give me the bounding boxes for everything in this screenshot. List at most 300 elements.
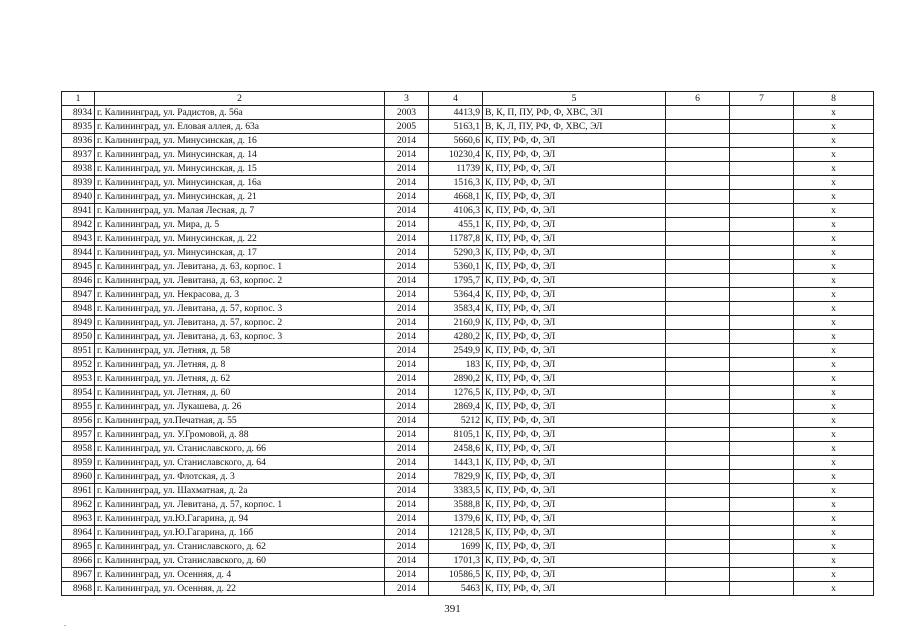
column-6-cell (666, 176, 730, 190)
row-number-cell: 8934 (62, 106, 95, 120)
column-6-cell (666, 232, 730, 246)
column-6-cell (666, 526, 730, 540)
column-7-cell (730, 232, 794, 246)
column-7-cell (730, 274, 794, 288)
equipment-cell: К, ПУ, РФ, Ф, ЭЛ (483, 218, 666, 232)
area-cell: 5212 (429, 414, 483, 428)
area-cell: 1379,6 (429, 512, 483, 526)
row-number-cell: 8955 (62, 400, 95, 414)
table-row (62, 372, 874, 386)
area-cell: 7829,9 (429, 470, 483, 484)
address-cell: г. Калининград, ул. Летняя, д. 60 (95, 386, 385, 400)
column-7-cell (730, 428, 794, 442)
column-8-cell: х (794, 274, 874, 288)
column-7-cell (730, 218, 794, 232)
column-6-cell (666, 274, 730, 288)
row-number-cell: 8942 (62, 218, 95, 232)
address-cell: г. Калининград, ул. Левитана, д. 57, корпос. 1 (95, 498, 385, 512)
year-cell: 2014 (385, 540, 429, 554)
column-8-cell: х (794, 176, 874, 190)
column-7-cell (730, 106, 794, 120)
column-8-cell: х (794, 344, 874, 358)
address-cell: г. Калининград, ул. Станиславского, д. 60 (95, 554, 385, 568)
year-cell: 2014 (385, 386, 429, 400)
column-7-cell (730, 246, 794, 260)
area-cell: 3383,5 (429, 484, 483, 498)
year-cell: 2014 (385, 526, 429, 540)
row-number-cell: 8950 (62, 330, 95, 344)
column-7-cell (730, 344, 794, 358)
area-cell: 2160,9 (429, 316, 483, 330)
column-8-cell: х (794, 456, 874, 470)
table-row (62, 106, 874, 120)
column-8-cell: х (794, 526, 874, 540)
column-6-cell (666, 554, 730, 568)
equipment-cell: К, ПУ, РФ, Ф, ЭЛ (483, 484, 666, 498)
year-cell: 2014 (385, 582, 429, 596)
year-cell: 2014 (385, 498, 429, 512)
address-cell: г. Калининград, ул. Минусинская, д. 21 (95, 190, 385, 204)
equipment-cell: К, ПУ, РФ, Ф, ЭЛ (483, 582, 666, 596)
area-cell: 1276,5 (429, 386, 483, 400)
column-7-cell (730, 512, 794, 526)
row-number-cell: 8939 (62, 176, 95, 190)
table-row (62, 484, 874, 498)
column-6-cell (666, 316, 730, 330)
equipment-cell: К, ПУ, РФ, Ф, ЭЛ (483, 568, 666, 582)
equipment-cell: К, ПУ, РФ, Ф, ЭЛ (483, 302, 666, 316)
column-8-cell: х (794, 484, 874, 498)
header-col-2: 2 (95, 92, 385, 106)
column-7-cell (730, 330, 794, 344)
table-row (62, 358, 874, 372)
table-body (62, 92, 874, 596)
column-7-cell (730, 442, 794, 456)
equipment-cell: В, К, П, ПУ, РФ, Ф, ХВС, ЭЛ (483, 106, 666, 120)
table-row (62, 246, 874, 260)
year-cell: 2014 (385, 400, 429, 414)
row-number-cell: 8964 (62, 526, 95, 540)
area-cell: 8105,1 (429, 428, 483, 442)
column-6-cell (666, 260, 730, 274)
column-8-cell: х (794, 400, 874, 414)
table-row (62, 260, 874, 274)
area-cell: 2458,6 (429, 442, 483, 456)
column-8-cell: х (794, 330, 874, 344)
column-6-cell (666, 540, 730, 554)
address-cell: г. Калининград, ул. Левитана, д. 63, корпос. 1 (95, 260, 385, 274)
address-cell: г. Калининград, ул. Левитана, д. 57, корпос. 2 (95, 316, 385, 330)
table-row (62, 302, 874, 316)
column-8-cell: х (794, 358, 874, 372)
equipment-cell: К, ПУ, РФ, Ф, ЭЛ (483, 554, 666, 568)
row-number-cell: 8963 (62, 512, 95, 526)
column-6-cell (666, 134, 730, 148)
address-cell: г. Калининград, ул. Малая Лесная, д. 7 (95, 204, 385, 218)
equipment-cell: К, ПУ, РФ, Ф, ЭЛ (483, 456, 666, 470)
table-row (62, 148, 874, 162)
area-cell: 5660,6 (429, 134, 483, 148)
row-number-cell: 8966 (62, 554, 95, 568)
table-row (62, 414, 874, 428)
column-7-cell (730, 162, 794, 176)
table-row (62, 386, 874, 400)
equipment-cell: К, ПУ, РФ, Ф, ЭЛ (483, 162, 666, 176)
column-7-cell (730, 554, 794, 568)
equipment-cell: К, ПУ, РФ, Ф, ЭЛ (483, 316, 666, 330)
address-cell: г. Калининград, ул. Мира, д. 5 (95, 218, 385, 232)
column-8-cell: х (794, 204, 874, 218)
table-row (62, 162, 874, 176)
table-row (62, 498, 874, 512)
address-cell: г. Калининград, ул. Минусинская, д. 16 (95, 134, 385, 148)
column-7-cell (730, 456, 794, 470)
header-col-8: 8 (794, 92, 874, 106)
row-number-cell: 8938 (62, 162, 95, 176)
column-8-cell: х (794, 386, 874, 400)
column-7-cell (730, 288, 794, 302)
equipment-cell: К, ПУ, РФ, Ф, ЭЛ (483, 330, 666, 344)
equipment-cell: К, ПУ, РФ, Ф, ЭЛ (483, 148, 666, 162)
column-7-cell (730, 372, 794, 386)
column-8-cell: х (794, 414, 874, 428)
address-cell: г. Калининград, ул. Левитана, д. 63, корпос. 2 (95, 274, 385, 288)
table-row (62, 526, 874, 540)
area-cell: 4280,2 (429, 330, 483, 344)
address-cell: г. Калининград, ул. Минусинская, д. 16а (95, 176, 385, 190)
equipment-cell: К, ПУ, РФ, Ф, ЭЛ (483, 134, 666, 148)
equipment-cell: К, ПУ, РФ, Ф, ЭЛ (483, 512, 666, 526)
column-6-cell (666, 302, 730, 316)
area-cell: 11787,8 (429, 232, 483, 246)
column-6-cell (666, 190, 730, 204)
table-row (62, 330, 874, 344)
address-cell: г. Калининград, ул. Левитана, д. 57, корпос. 3 (95, 302, 385, 316)
area-cell: 1795,7 (429, 274, 483, 288)
table-row (62, 400, 874, 414)
equipment-cell: К, ПУ, РФ, Ф, ЭЛ (483, 358, 666, 372)
column-6-cell (666, 498, 730, 512)
column-6-cell (666, 344, 730, 358)
year-cell: 2014 (385, 148, 429, 162)
column-6-cell (666, 358, 730, 372)
year-cell: 2014 (385, 330, 429, 344)
table-row (62, 554, 874, 568)
column-6-cell (666, 204, 730, 218)
area-cell: 4668,1 (429, 190, 483, 204)
table-row (62, 316, 874, 330)
column-7-cell (730, 176, 794, 190)
equipment-cell: К, ПУ, РФ, Ф, ЭЛ (483, 414, 666, 428)
column-6-cell (666, 148, 730, 162)
equipment-cell: К, ПУ, РФ, Ф, ЭЛ (483, 246, 666, 260)
address-cell: г. Калининград, ул.Печатная, д. 55 (95, 414, 385, 428)
row-number-cell: 8947 (62, 288, 95, 302)
table-row (62, 204, 874, 218)
equipment-cell: К, ПУ, РФ, Ф, ЭЛ (483, 498, 666, 512)
table-row (62, 456, 874, 470)
table-row (62, 120, 874, 134)
table-header-row (62, 92, 874, 106)
column-7-cell (730, 260, 794, 274)
row-number-cell: 8953 (62, 372, 95, 386)
column-6-cell (666, 330, 730, 344)
equipment-cell: К, ПУ, РФ, Ф, ЭЛ (483, 204, 666, 218)
year-cell: 2014 (385, 428, 429, 442)
address-cell: г. Калининград, ул. Осенняя, д. 4 (95, 568, 385, 582)
equipment-cell: К, ПУ, РФ, Ф, ЭЛ (483, 470, 666, 484)
address-cell: г. Калининград, ул. Шахматная, д. 2а (95, 484, 385, 498)
row-number-cell: 8948 (62, 302, 95, 316)
year-cell: 2014 (385, 372, 429, 386)
column-8-cell: х (794, 540, 874, 554)
area-cell: 5364,4 (429, 288, 483, 302)
year-cell: 2014 (385, 204, 429, 218)
area-cell: 12128,5 (429, 526, 483, 540)
table-row (62, 218, 874, 232)
year-cell: 2014 (385, 442, 429, 456)
column-7-cell (730, 498, 794, 512)
table-row (62, 176, 874, 190)
equipment-cell: К, ПУ, РФ, Ф, ЭЛ (483, 540, 666, 554)
row-number-cell: 8941 (62, 204, 95, 218)
row-number-cell: 8960 (62, 470, 95, 484)
year-cell: 2014 (385, 288, 429, 302)
year-cell: 2014 (385, 484, 429, 498)
column-8-cell: х (794, 232, 874, 246)
year-cell: 2014 (385, 512, 429, 526)
equipment-cell: К, ПУ, РФ, Ф, ЭЛ (483, 400, 666, 414)
column-7-cell (730, 582, 794, 596)
address-cell: г. Калининград, ул. Станиславского, д. 66 (95, 442, 385, 456)
table-row (62, 540, 874, 554)
address-cell: г. Калининград, ул. Станиславского, д. 64 (95, 456, 385, 470)
column-8-cell: х (794, 134, 874, 148)
column-6-cell (666, 456, 730, 470)
area-cell: 4413,9 (429, 106, 483, 120)
year-cell: 2014 (385, 554, 429, 568)
address-cell: г. Калининград, ул.Ю.Гагарина, д. 16б (95, 526, 385, 540)
column-6-cell (666, 442, 730, 456)
area-cell: 2549,9 (429, 344, 483, 358)
column-8-cell: х (794, 582, 874, 596)
table-row (62, 512, 874, 526)
document-sheet (61, 91, 874, 596)
row-number-cell: 8961 (62, 484, 95, 498)
header-col-7: 7 (730, 92, 794, 106)
year-cell: 2014 (385, 274, 429, 288)
corner-mark: . (64, 619, 66, 628)
housing-register-table (61, 91, 874, 596)
row-number-cell: 8965 (62, 540, 95, 554)
equipment-cell: К, ПУ, РФ, Ф, ЭЛ (483, 232, 666, 246)
area-cell: 1516,3 (429, 176, 483, 190)
column-7-cell (730, 526, 794, 540)
address-cell: г. Калининград, ул.Ю.Гагарина, д. 94 (95, 512, 385, 526)
column-7-cell (730, 148, 794, 162)
area-cell: 3588,8 (429, 498, 483, 512)
column-8-cell: х (794, 568, 874, 582)
row-number-cell: 8946 (62, 274, 95, 288)
column-8-cell: х (794, 148, 874, 162)
area-cell: 455,1 (429, 218, 483, 232)
area-cell: 2869,4 (429, 400, 483, 414)
column-8-cell: х (794, 162, 874, 176)
address-cell: г. Калининград, ул. Минусинская, д. 14 (95, 148, 385, 162)
column-6-cell (666, 414, 730, 428)
table-row (62, 568, 874, 582)
address-cell: г. Калининград, ул. У.Громовой, д. 88 (95, 428, 385, 442)
column-6-cell (666, 568, 730, 582)
year-cell: 2014 (385, 302, 429, 316)
column-8-cell: х (794, 470, 874, 484)
header-col-6: 6 (666, 92, 730, 106)
column-6-cell (666, 582, 730, 596)
area-cell: 1699 (429, 540, 483, 554)
column-8-cell: х (794, 190, 874, 204)
column-8-cell: х (794, 246, 874, 260)
column-7-cell (730, 302, 794, 316)
address-cell: г. Калининград, ул. Осенняя, д. 22 (95, 582, 385, 596)
column-7-cell (730, 386, 794, 400)
column-6-cell (666, 428, 730, 442)
row-number-cell: 8943 (62, 232, 95, 246)
address-cell: г. Калининград, ул. Левитана, д. 63, корпос. 3 (95, 330, 385, 344)
column-6-cell (666, 512, 730, 526)
header-col-4: 4 (429, 92, 483, 106)
area-cell: 1443,1 (429, 456, 483, 470)
column-8-cell: х (794, 288, 874, 302)
row-number-cell: 8959 (62, 456, 95, 470)
column-8-cell: х (794, 106, 874, 120)
area-cell: 3583,4 (429, 302, 483, 316)
equipment-cell: К, ПУ, РФ, Ф, ЭЛ (483, 428, 666, 442)
area-cell: 1701,3 (429, 554, 483, 568)
column-7-cell (730, 484, 794, 498)
year-cell: 2005 (385, 120, 429, 134)
column-8-cell: х (794, 372, 874, 386)
column-6-cell (666, 400, 730, 414)
column-7-cell (730, 316, 794, 330)
equipment-cell: К, ПУ, РФ, Ф, ЭЛ (483, 344, 666, 358)
year-cell: 2003 (385, 106, 429, 120)
year-cell: 2014 (385, 456, 429, 470)
column-6-cell (666, 246, 730, 260)
address-cell: г. Калининград, ул. Еловая аллея, д. 63а (95, 120, 385, 134)
column-6-cell (666, 288, 730, 302)
year-cell: 2014 (385, 568, 429, 582)
header-col-5: 5 (483, 92, 666, 106)
equipment-cell: К, ПУ, РФ, Ф, ЭЛ (483, 526, 666, 540)
year-cell: 2014 (385, 176, 429, 190)
column-7-cell (730, 400, 794, 414)
area-cell: 4106,3 (429, 204, 483, 218)
column-7-cell (730, 414, 794, 428)
row-number-cell: 8951 (62, 344, 95, 358)
address-cell: г. Калининград, ул. Летняя, д. 8 (95, 358, 385, 372)
area-cell: 10230,4 (429, 148, 483, 162)
year-cell: 2014 (385, 358, 429, 372)
column-6-cell (666, 470, 730, 484)
area-cell: 183 (429, 358, 483, 372)
year-cell: 2014 (385, 316, 429, 330)
column-7-cell (730, 568, 794, 582)
column-7-cell (730, 358, 794, 372)
row-number-cell: 8967 (62, 568, 95, 582)
equipment-cell: К, ПУ, РФ, Ф, ЭЛ (483, 442, 666, 456)
year-cell: 2014 (385, 246, 429, 260)
equipment-cell: К, ПУ, РФ, Ф, ЭЛ (483, 288, 666, 302)
year-cell: 2014 (385, 344, 429, 358)
column-6-cell (666, 218, 730, 232)
row-number-cell: 8935 (62, 120, 95, 134)
table-row (62, 232, 874, 246)
equipment-cell: К, ПУ, РФ, Ф, ЭЛ (483, 386, 666, 400)
column-6-cell (666, 484, 730, 498)
table-row (62, 428, 874, 442)
column-6-cell (666, 386, 730, 400)
address-cell: г. Калининград, ул. Летняя, д. 58 (95, 344, 385, 358)
address-cell: г. Калининград, ул. Минусинская, д. 15 (95, 162, 385, 176)
year-cell: 2014 (385, 162, 429, 176)
equipment-cell: К, ПУ, РФ, Ф, ЭЛ (483, 372, 666, 386)
table-row (62, 470, 874, 484)
column-7-cell (730, 120, 794, 134)
column-7-cell (730, 134, 794, 148)
table-row (62, 442, 874, 456)
row-number-cell: 8936 (62, 134, 95, 148)
column-8-cell: х (794, 498, 874, 512)
address-cell: г. Калининград, ул. Станиславского, д. 62 (95, 540, 385, 554)
column-6-cell (666, 106, 730, 120)
row-number-cell: 8958 (62, 442, 95, 456)
row-number-cell: 8954 (62, 386, 95, 400)
row-number-cell: 8940 (62, 190, 95, 204)
column-7-cell (730, 540, 794, 554)
area-cell: 5290,3 (429, 246, 483, 260)
table-row (62, 274, 874, 288)
area-cell: 11739 (429, 162, 483, 176)
equipment-cell: В, К, Л, ПУ, РФ, Ф, ХВС, ЭЛ (483, 120, 666, 134)
column-8-cell: х (794, 260, 874, 274)
table-row (62, 344, 874, 358)
row-number-cell: 8962 (62, 498, 95, 512)
year-cell: 2014 (385, 134, 429, 148)
table-row (62, 134, 874, 148)
year-cell: 2014 (385, 190, 429, 204)
column-8-cell: х (794, 302, 874, 316)
column-7-cell (730, 470, 794, 484)
row-number-cell: 8968 (62, 582, 95, 596)
year-cell: 2014 (385, 232, 429, 246)
column-8-cell: х (794, 316, 874, 330)
area-cell: 5163,1 (429, 120, 483, 134)
row-number-cell: 8957 (62, 428, 95, 442)
equipment-cell: К, ПУ, РФ, Ф, ЭЛ (483, 190, 666, 204)
address-cell: г. Калининград, ул. Минусинская, д. 17 (95, 246, 385, 260)
address-cell: г. Калининград, ул. Лукашева, д. 26 (95, 400, 385, 414)
row-number-cell: 8952 (62, 358, 95, 372)
year-cell: 2014 (385, 260, 429, 274)
year-cell: 2014 (385, 218, 429, 232)
row-number-cell: 8944 (62, 246, 95, 260)
year-cell: 2014 (385, 470, 429, 484)
row-number-cell: 8945 (62, 260, 95, 274)
column-8-cell: х (794, 218, 874, 232)
page-number: 391 (444, 603, 461, 615)
row-number-cell: 8956 (62, 414, 95, 428)
area-cell: 5463 (429, 582, 483, 596)
